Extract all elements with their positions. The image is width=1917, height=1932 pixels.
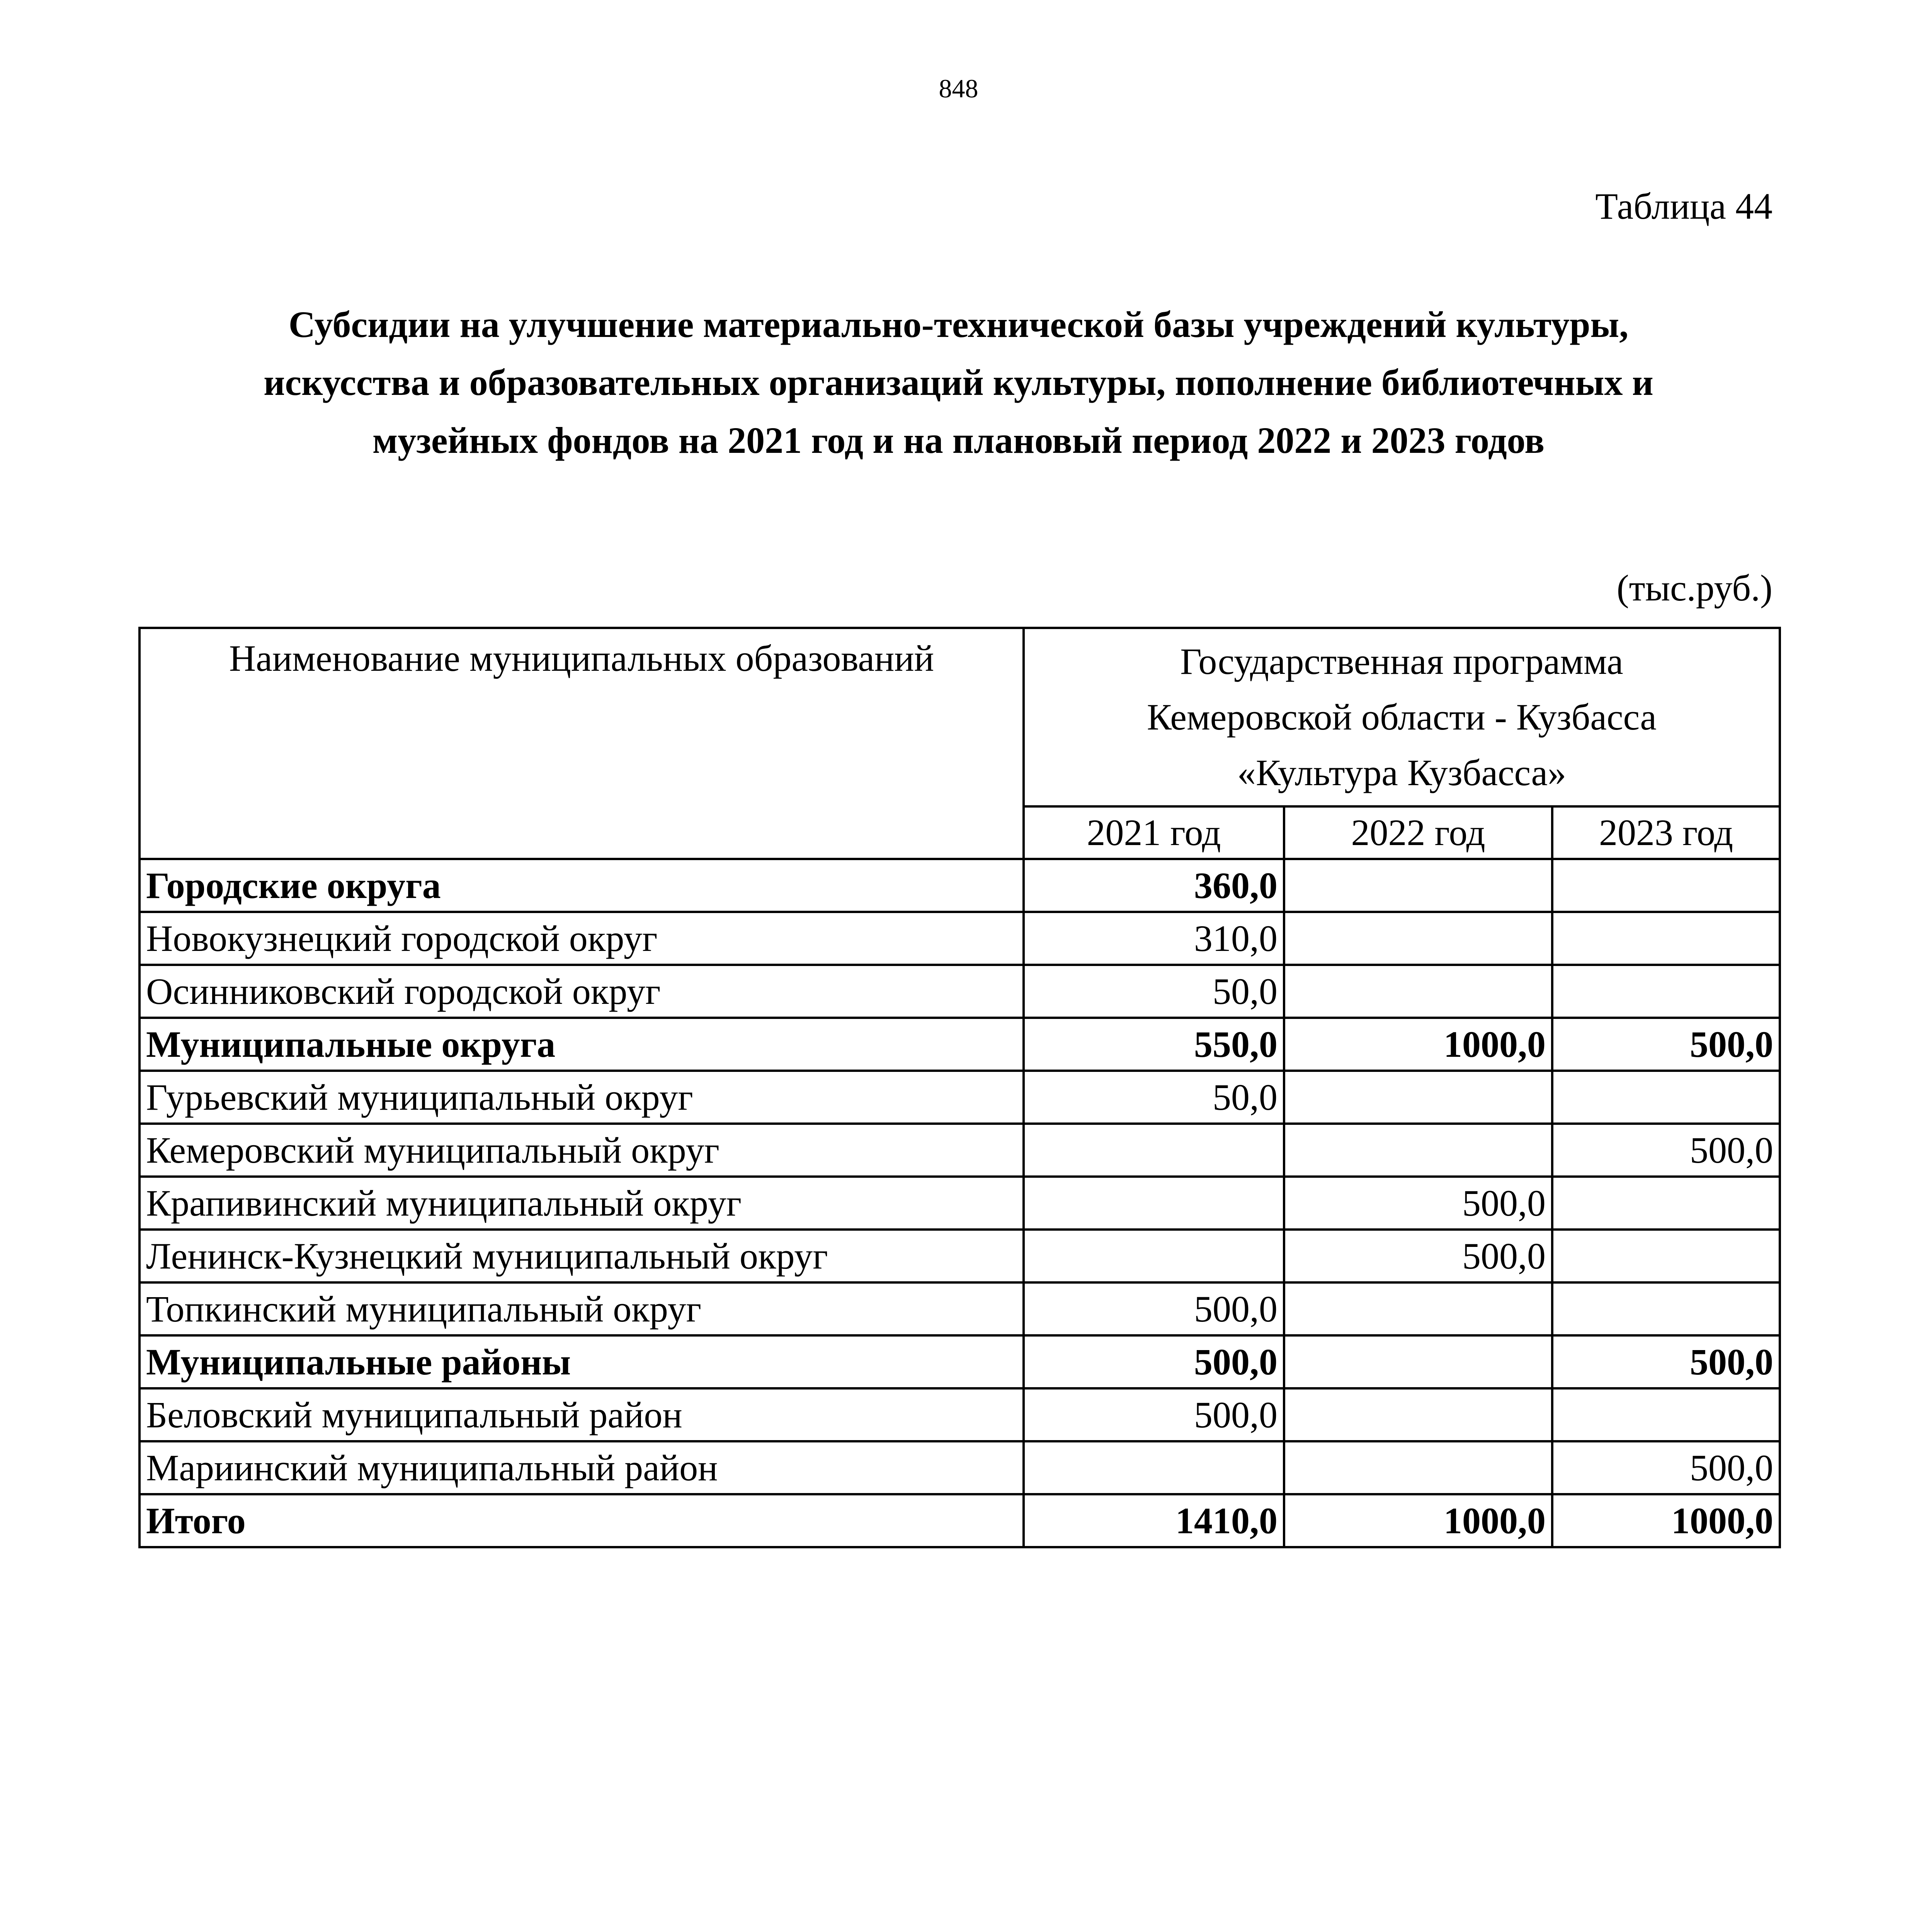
value-2021-cell: 500,0 bbox=[1024, 1388, 1284, 1441]
municipality-name-cell: Итого bbox=[139, 1494, 1024, 1547]
table-row bbox=[139, 1282, 1780, 1335]
municipality-name-cell: Городские округа bbox=[139, 859, 1024, 912]
value-2023-cell: 500,0 bbox=[1552, 1124, 1780, 1177]
municipality-name-cell: Муниципальные округа bbox=[139, 1018, 1024, 1071]
year-2022-header: 2022 год bbox=[1284, 806, 1552, 859]
year-2023-header: 2023 год bbox=[1552, 806, 1780, 859]
value-2023-cell bbox=[1552, 1230, 1780, 1282]
value-2021-cell: 50,0 bbox=[1024, 1071, 1284, 1124]
year-2021-header: 2021 год bbox=[1024, 806, 1284, 859]
value-2022-cell: 1000,0 bbox=[1284, 1494, 1552, 1547]
municipality-name-cell: Гурьевский муниципальный округ bbox=[139, 1071, 1024, 1124]
document-title bbox=[139, 296, 1778, 469]
table-row bbox=[139, 1441, 1780, 1494]
municipality-name-cell: Крапивинский муниципальный округ bbox=[139, 1177, 1024, 1230]
value-2021-cell: 1410,0 bbox=[1024, 1494, 1284, 1547]
value-2022-cell bbox=[1284, 1124, 1552, 1177]
municipality-name-cell: Топкинский муниципальный округ bbox=[139, 1282, 1024, 1335]
municipality-name-cell: Новокузнецкий городской округ bbox=[139, 912, 1024, 965]
value-2023-cell bbox=[1552, 1177, 1780, 1230]
value-2023-cell bbox=[1552, 1282, 1780, 1335]
value-2021-cell: 500,0 bbox=[1024, 1335, 1284, 1388]
value-2021-cell bbox=[1024, 1441, 1284, 1494]
table-row bbox=[139, 965, 1780, 1018]
table-row-subtotal bbox=[139, 1335, 1780, 1388]
table-row bbox=[139, 1388, 1780, 1441]
value-2023-cell: 500,0 bbox=[1552, 1335, 1780, 1388]
value-2022-cell: 500,0 bbox=[1284, 1177, 1552, 1230]
municipality-name-cell: Мариинский муниципальный район bbox=[139, 1441, 1024, 1494]
value-2023-cell: 500,0 bbox=[1552, 1018, 1780, 1071]
units-label: (тыс.руб.) bbox=[1616, 567, 1772, 609]
value-2021-cell bbox=[1024, 1124, 1284, 1177]
title-line: искусства и образовательных организаций культуры, пополнение библиотечных и bbox=[264, 362, 1653, 403]
table-body bbox=[139, 859, 1780, 1547]
value-2022-cell bbox=[1284, 1335, 1552, 1388]
municipality-name-cell: Муниципальные районы bbox=[139, 1335, 1024, 1388]
value-2021-cell: 500,0 bbox=[1024, 1282, 1284, 1335]
page-number: 848 bbox=[939, 74, 978, 103]
table-label: Таблица 44 bbox=[1595, 185, 1772, 227]
value-2021-cell bbox=[1024, 1177, 1284, 1230]
program-column-header bbox=[1024, 628, 1780, 806]
table-row-subtotal bbox=[139, 859, 1780, 912]
table-row bbox=[139, 1230, 1780, 1282]
municipality-name-cell: Ленинск-Кузнецкий муниципальный округ bbox=[139, 1230, 1024, 1282]
table-header-row bbox=[139, 628, 1780, 806]
value-2022-cell bbox=[1284, 965, 1552, 1018]
value-2022-cell bbox=[1284, 912, 1552, 965]
municipality-name-cell: Осинниковский городской округ bbox=[139, 965, 1024, 1018]
value-2022-cell bbox=[1284, 1071, 1552, 1124]
table-row bbox=[139, 1177, 1780, 1230]
value-2021-cell: 310,0 bbox=[1024, 912, 1284, 965]
value-2023-cell: 1000,0 bbox=[1552, 1494, 1780, 1547]
table-row bbox=[139, 1071, 1780, 1124]
value-2023-cell bbox=[1552, 859, 1780, 912]
program-header-line: «Культура Кузбасса» bbox=[1237, 752, 1567, 793]
value-2022-cell bbox=[1284, 859, 1552, 912]
value-2022-cell: 500,0 bbox=[1284, 1230, 1552, 1282]
value-2022-cell bbox=[1284, 1388, 1552, 1441]
value-2021-cell: 550,0 bbox=[1024, 1018, 1284, 1071]
program-header-line: Государственная программа bbox=[1180, 641, 1623, 682]
program-header-line: Кемеровской области - Кузбасса bbox=[1147, 696, 1657, 738]
value-2022-cell bbox=[1284, 1441, 1552, 1494]
value-2023-cell bbox=[1552, 912, 1780, 965]
value-2023-cell: 500,0 bbox=[1552, 1441, 1780, 1494]
table-row-subtotal bbox=[139, 1494, 1780, 1547]
municipality-name-cell: Беловский муниципальный район bbox=[139, 1388, 1024, 1441]
table-row bbox=[139, 1124, 1780, 1177]
title-line: Субсидии на улучшение материально-технической базы учреждений культуры, bbox=[288, 304, 1629, 345]
municipality-column-header: Наименование муниципальных образований bbox=[139, 628, 1024, 859]
value-2023-cell bbox=[1552, 965, 1780, 1018]
table-row-subtotal bbox=[139, 1018, 1780, 1071]
value-2021-cell bbox=[1024, 1230, 1284, 1282]
value-2021-cell: 50,0 bbox=[1024, 965, 1284, 1018]
title-line: музейных фондов на 2021 год и на плановый период 2022 и 2023 годов bbox=[372, 420, 1545, 461]
value-2021-cell: 360,0 bbox=[1024, 859, 1284, 912]
value-2022-cell: 1000,0 bbox=[1284, 1018, 1552, 1071]
subsidies-table bbox=[138, 627, 1781, 1548]
table-row bbox=[139, 912, 1780, 965]
value-2023-cell bbox=[1552, 1388, 1780, 1441]
value-2023-cell bbox=[1552, 1071, 1780, 1124]
value-2022-cell bbox=[1284, 1282, 1552, 1335]
municipality-name-cell: Кемеровский муниципальный округ bbox=[139, 1124, 1024, 1177]
